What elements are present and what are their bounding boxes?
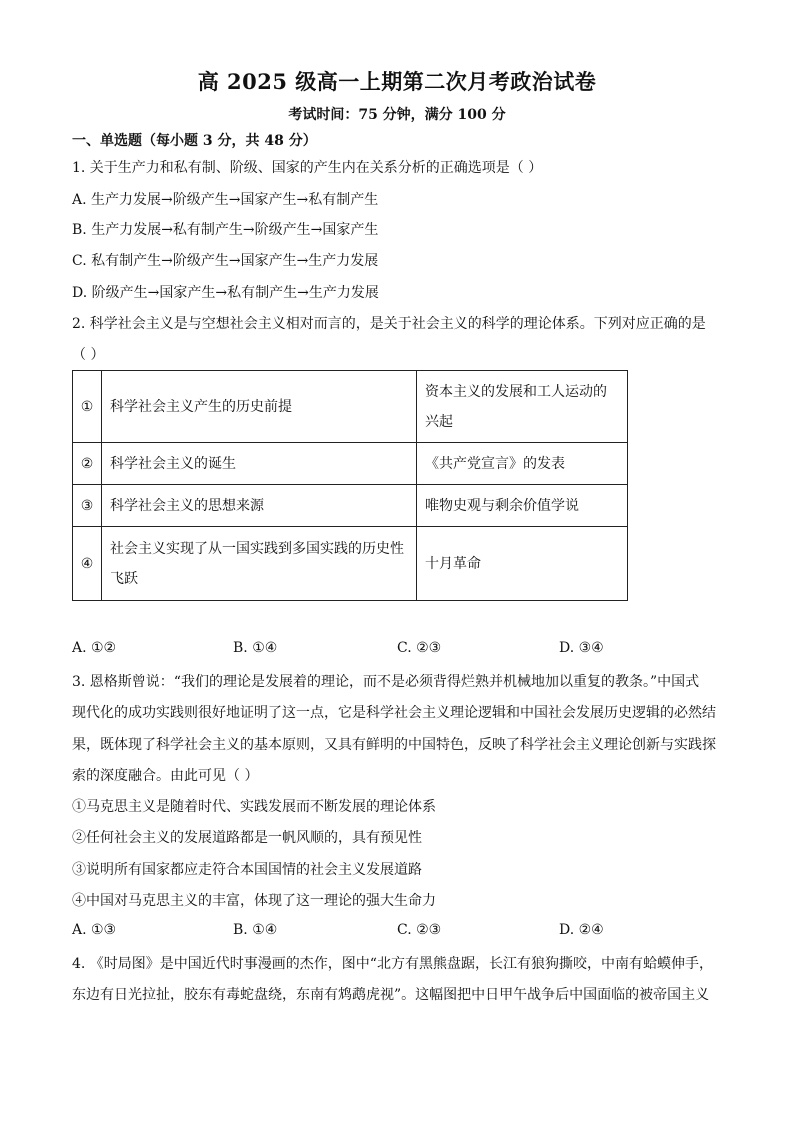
q4-stem-line: 东边有日光拉扯，胶东有毒蛇盘绕，东南有鸩鹉虎视”。这幅图把中日甲午战争后中国面临的被帝国主义 <box>72 987 710 1003</box>
q2-option-d: D. ③④ <box>559 640 604 656</box>
q3-item-4: ④中国对马克思主义的丰富，体现了这一理论的强大生命力 <box>72 893 436 909</box>
q4-stem-line: 4. 《时局图》是中国近代时事漫画的杰作，图中“北方有黑熊盘踞，长江有狼狗撕咬，中南有蛤蟆伸手， <box>72 956 713 972</box>
q2-table <box>72 370 628 601</box>
row-left-cell: 科学社会主义的诞生 <box>102 443 417 485</box>
cell-line: 社会主义实现了从一国实践到多国实践的历史性 <box>110 540 404 557</box>
row-number: ① <box>73 371 102 443</box>
q1-option-b: B. 生产力发展→私有制产生→阶级产生→国家产生 <box>72 222 379 238</box>
row-left-cell <box>102 527 417 601</box>
q1-option-a: A. 生产力发展→阶级产生→国家产生→私有制产生 <box>72 192 379 208</box>
q3-stem-line: 现代化的成功实践则很好地证明了这一点，它是科学社会主义理论逻辑和中国社会发展历史逻辑的必然结 <box>72 705 716 721</box>
row-right-cell <box>417 371 628 443</box>
cell-line: 飞跃 <box>110 570 138 587</box>
cell-line: 兴起 <box>425 413 453 430</box>
row-left-cell: 科学社会主义的思想来源 <box>102 485 417 527</box>
row-number: ③ <box>73 485 102 527</box>
row-right-cell: 十月革命 <box>417 527 628 601</box>
q1-option-c: C. 私有制产生→阶级产生→国家产生→生产力发展 <box>72 253 379 269</box>
row-right-cell: 《共产党宣言》的发表 <box>417 443 628 485</box>
q3-item-1: ①马克思主义是随着时代、实践发展而不断发展的理论体系 <box>72 799 436 815</box>
table-row <box>73 485 628 527</box>
q2-option-c: C. ②③ <box>397 640 442 656</box>
q3-item-3: ③说明所有国家都应走符合本国国情的社会主义发展道路 <box>72 862 422 878</box>
q3-option-d: D. ②④ <box>559 922 604 938</box>
cell-line: 资本主义的发展和工人运动的 <box>425 383 607 400</box>
row-right-cell: 唯物史观与剩余价值学说 <box>417 485 628 527</box>
q3-option-a: A. ①③ <box>72 922 117 938</box>
section-heading: 一、单选题（每小题 3 分，共 48 分） <box>72 133 317 149</box>
q3-option-c: C. ②③ <box>397 922 442 938</box>
q2-stem-paren: （ ） <box>72 347 105 363</box>
table-row <box>73 371 628 443</box>
q1-stem: 1. 关于生产力和私有制、阶级、国家的产生内在关系分析的正确选项是（ ） <box>72 160 543 176</box>
q2-stem: 2. 科学社会主义是与空想社会主义相对而言的，是关于社会主义的科学的理论体系。下列对应正确的是 <box>72 316 706 332</box>
q3-option-b: B. ①④ <box>233 922 278 938</box>
q3-stem-line: 果，既体现了科学社会主义的基本原则，又具有鲜明的中国特色，反映了科学社会主义理论创新与实践探 <box>72 737 716 753</box>
row-number: ② <box>73 443 102 485</box>
q3-stem-line: 3. 恩格斯曾说：“我们的理论是发展着的理论，而不是必须背得烂熟并机械地加以重复的教条。”中国式 <box>72 674 700 690</box>
exam-subtitle: 考试时间：75 分钟，满分 100 分 <box>288 107 506 123</box>
q2-option-a: A. ①② <box>72 640 117 656</box>
q3-stem-line: 索的深度融合。由此可见（ ） <box>72 768 259 784</box>
exam-title: 高 2025 级高一上期第二次月考政治试卷 <box>197 69 597 94</box>
q2-option-b: B. ①④ <box>233 640 278 656</box>
q3-item-2: ②任何社会主义的发展道路都是一帆风顺的，具有预见性 <box>72 830 422 846</box>
table-row <box>73 527 628 601</box>
q1-option-d: D. 阶级产生→国家产生→私有制产生→生产力发展 <box>72 285 379 301</box>
row-number: ④ <box>73 527 102 601</box>
row-left-cell: 科学社会主义产生的历史前提 <box>102 371 417 443</box>
table-row <box>73 443 628 485</box>
